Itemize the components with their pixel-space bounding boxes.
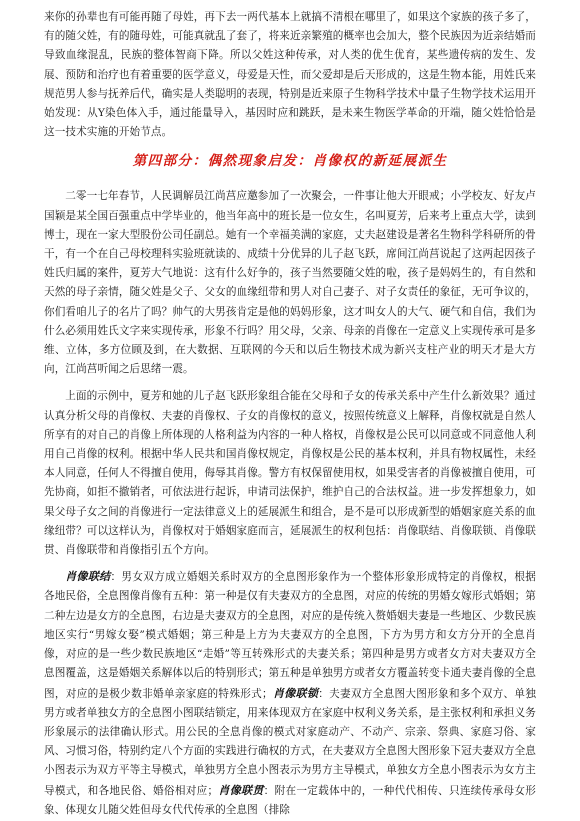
section-heading: 第四部分：偶然现象启发：肖像权的新延展派生 [132,153,448,170]
term-portrait-linking: 肖像联结 [65,570,111,584]
intro-paragraph: 来你的孙辈也有可能再随了母姓，再下去一两代基本上就搞不清根在哪里了，如果这个家族的孩子多了，有的随父姓，有的随母姓，可能真就乱了套了，将来近亲繁殖的概率也会加大，整个民族因为近亲结婚而导致血缘混乱，民族的整体智商下降。所以父姓这种传承，对人类的优生优育，某些遗传病的发生、发展、预防和治疗也有着重要的医学意义，母爱是天性，而父爱却是后天形成的，这是生物本能，用姓氏来规范男人参与抚养后代，确实是人类聪明的表现，特别是近来原子生物科学技术中量子生物学技术运用开始发现：从Y染色体入手，通过能量导入，基因时应和跳跃，是未来生物医学革命的开端，随父姓恰恰是这一技术实施的开始节点。 [44,11,536,139]
analysis-paragraph: 上面的示例中，夏芳和她的儿子赵飞跃形象组合能在父母和子女的传承关系中产生什么新效果？通过认真分析父母的肖像权、夫妻的肖像权、子女的肖像权的意义，按照传统意义上解释，肖像权就是自然人所享有的对自己的肖像上所体现的人格利益为内容的一种人格权，肖像权是公民可以同意或不同意他人利用自己肖像的权利。根据中华人民共和国肖像权规定，肖像权是公民的基本权利，并具有物权属性，未经本人同意，任何人不得擅自使用，侮辱其肖像。警方有权保留使用权，如果受害者的肖像被擅自使用，可先协商，如拒不撤销者，可依法进行起诉，申请司法保护，维护自己的合法权益。进一步发挥想象力，如果父母子女之间的肖像进行一定法律意义上的延展派生和组合，是不是可以形成新型的婚姻家庭关系的血缘纽带？可以这样认为，肖像权对于婚姻家庭而言，延展派生的权利包括：肖像联结、肖像联锁、肖像联贯、肖像联带和肖像指引五个方向。 [44,390,536,557]
term-portrait-locking-text: ：夫妻双方全息图大图形象和多个双方、单独男方或者单独女方的全息图小图联结锁定，用来体现双方在家庭中权利义务关系，是主张权利和承担义务形象展示的法律确认形式。用公民的全息肖像的模式对家庭动产、不动产、宗亲、祭典、家庭习俗、家风、习惯习俗，特别约定八个方面的实践进行确权的方式，在夫妻双方全息图大图形象下冠夫妻双方全息小图表示为双方平等主导模式，单独男方全息小图表示为男方主导模式，单独女方全息小图表示为女方主导模式，和各地民俗、婚俗相对应； [44,687,537,797]
term-portrait-linking-text: ：男女双方成立婚姻关系时双方的全息图形象作为一个整体形象形成特定的肖像权，根据各地民俗，全息图像肖像有五种：第一种是仅有夫妻双方的全息图，对应的传统的男婚女嫁形式婚姻；第二种左边是女方的全息图，右边是夫妻双方的全息图，对应的是传统入赘婚姻夫妻是一些地区、少数民族地区实行“男嫁女娶”模式婚姻；第三种是上方为夫妻双方的全息图，下方为男方和女方分开的全息肖像，对应的是一些少数民族地区“走婚”等互转殊形式的夫妻关系；第四种是男方或者女方对夫妻双方全息图覆盖，这是婚姻关系解体以后的特别形式；第五种是单独男方或者女方覆盖转变卡通夫妻肖像的全息图，对应的是极少数非婚单亲家庭的特殊形式； [44,571,536,700]
summary-paragraph: 二零一七年春节，人民调解员江尚莒应邀参加了一次聚会，一件事让他大开眼戒；小学校友、好友卢国颖是某全国百强重点中学毕业的，他当年高中的班长是一位女生，名叫夏芳，后来考上重点大学，读到博士，现在一家大型股份公司任副总。她有一个幸福美满的家庭，丈夫赵建设是著名生物科学科研所的骨干，有一个在自己母校理科实验班就读的、成绩十分优异的儿子赵飞跃，席间江尚莒说起了这两起因孩子姓氏归属的案件，夏芳大气地说：这有什么好争的，孩子当然要随父姓的啦，孩子是妈妈生的，有自然和天然的母子亲情，随父姓是父子、父女的血缘纽带和男人对自己妻子、对子女责任的象征，无可争议的，你们看咱儿子的名片了吗？帅气的大男孩肯定是他的妈妈形象，这才叫女人的大气、硬气和自信，我们为什么必须用姓氏文字来实现传承，形象不行吗？用父母，父亲、母亲的肖像在一定意义上实现传承可是多维、立体，多方位顾及到，在大数据、互联网的今天和以后生物技术成为新兴支柱产业的明天才是大方向，江尚莒听闻之后思绪一震。 [44,190,536,376]
term-portrait-continuity-text: ：附在一定载体中的，一种代代相传、只连续传承母女形象、体现女儿随父姓但母女代代传承的全息图（排除 [44,784,536,816]
definitions-paragraph [44,567,536,820]
term-portrait-continuity: 肖像联贯 [218,783,264,797]
term-portrait-locking: 肖像联锁 [272,686,319,700]
